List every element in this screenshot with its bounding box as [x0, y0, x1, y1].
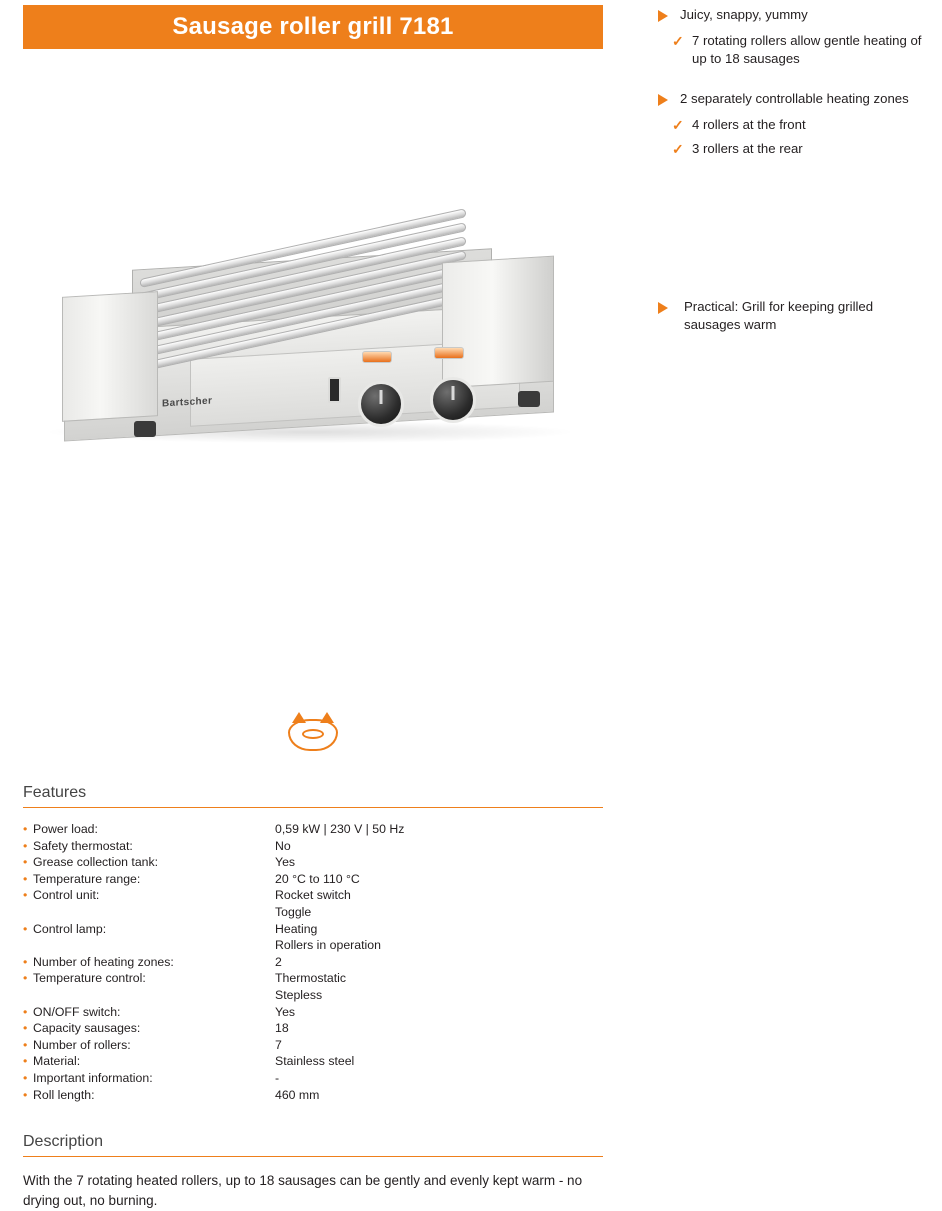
grill-foot	[518, 391, 540, 407]
feature-value-text: -	[275, 1070, 280, 1085]
feature-label	[23, 1037, 275, 1054]
feature-label	[23, 921, 275, 954]
feature-value	[275, 1020, 603, 1037]
highlight-text: 3 rollers at the rear	[692, 141, 803, 156]
feature-value-text: 7	[275, 1037, 282, 1052]
spacer	[650, 158, 930, 298]
feature-label	[23, 970, 275, 1003]
mouth-icon	[288, 719, 338, 751]
feature-label	[23, 1004, 275, 1021]
check-icon: ✓	[672, 141, 684, 157]
highlight-check-item	[650, 116, 930, 134]
feature-value	[275, 970, 603, 1003]
bullet-icon: •	[23, 838, 28, 853]
table-row	[23, 921, 603, 954]
highlight-text: 2 separately controllable heating zones	[680, 91, 909, 106]
table-row	[23, 1087, 603, 1104]
feature-label-text: Number of rollers:	[33, 1037, 131, 1052]
table-row	[23, 1037, 603, 1054]
feature-value	[275, 821, 603, 838]
table-row	[23, 954, 603, 971]
feature-label-text: Control lamp:	[33, 921, 107, 936]
temperature-knob-front	[358, 381, 404, 427]
feature-value-text: No	[275, 838, 291, 853]
grill-foot	[134, 421, 156, 437]
bullet-icon: •	[23, 1021, 28, 1036]
highlight-text: 4 rollers at the front	[692, 117, 806, 132]
feature-label-text: Control unit:	[33, 888, 100, 903]
bullet-icon: •	[23, 822, 28, 836]
feature-label-text: ON/OFF switch:	[33, 1004, 121, 1019]
feature-value-text: Yes	[275, 1004, 296, 1019]
highlight-check-item	[650, 32, 930, 68]
feature-value-text: 2	[275, 954, 282, 969]
bullet-icon: •	[23, 888, 28, 903]
triangle-bullet-icon	[658, 10, 668, 22]
grill-left-side-panel	[62, 291, 158, 422]
feature-value-text: Heating	[275, 921, 318, 936]
feature-label-text: Capacity sausages:	[33, 1021, 141, 1036]
table-row	[23, 1070, 603, 1087]
spacer	[650, 68, 930, 90]
feature-label-text: Power load:	[33, 822, 98, 836]
feature-label	[23, 838, 275, 855]
feature-value-text: Toggle	[275, 904, 312, 919]
description-section	[23, 1133, 603, 1211]
highlights-column	[650, 0, 930, 334]
feature-value	[275, 921, 603, 954]
highlight-arrow-item	[650, 90, 930, 110]
table-row	[23, 970, 603, 1003]
feature-value-text: Rocket switch	[275, 888, 351, 903]
feature-value-text: Rollers in operation	[275, 938, 381, 953]
feature-value-text: 0,59 kW | 230 V | 50 Hz	[275, 822, 405, 836]
control-lamp-icon	[434, 347, 464, 359]
highlight-text: Practical: Grill for keeping grilled sausages warm	[684, 299, 874, 332]
features-table-body	[23, 821, 603, 1103]
feature-label-text: Roll length:	[33, 1087, 95, 1102]
bullet-icon: •	[23, 1087, 28, 1102]
bullet-icon: •	[23, 921, 28, 936]
bullet-icon: •	[23, 954, 28, 969]
product-image	[23, 199, 603, 471]
mouth-icon-inner	[302, 729, 324, 739]
temperature-knob-rear	[430, 377, 476, 423]
table-row	[23, 1053, 603, 1070]
table-row	[23, 854, 603, 871]
feature-label	[23, 821, 275, 838]
feature-label	[23, 1020, 275, 1037]
bullet-icon: •	[23, 971, 28, 986]
check-icon: ✓	[672, 33, 684, 49]
check-icon: ✓	[672, 117, 684, 133]
bullet-icon: •	[23, 1054, 28, 1069]
bullet-icon: •	[23, 855, 28, 870]
feature-value-text: Yes	[275, 855, 296, 870]
feature-value-text: Stainless steel	[275, 1054, 355, 1069]
feature-label-text: Material:	[33, 1054, 81, 1069]
feature-value-text: 18	[275, 1021, 289, 1036]
highlight-arrow-item	[650, 6, 930, 26]
feature-label	[23, 887, 275, 920]
highlight-arrow-item	[650, 298, 930, 334]
description-heading: Description	[23, 1133, 603, 1157]
feature-label-text: Number of heating zones:	[33, 954, 174, 969]
feature-value-text: 20 °C to 110 °C	[275, 871, 360, 886]
description-text: With the 7 rotating heated rollers, up to 18 sausages can be gently and evenly kept warm - no drying out, no burning.	[23, 1173, 583, 1208]
feature-value	[275, 1004, 603, 1021]
feature-label	[23, 1070, 275, 1087]
highlight-text: 7 rotating rollers allow gentle heating of up to 18 sausages	[692, 33, 922, 66]
feature-value	[275, 1070, 603, 1087]
highlight-check-item	[650, 140, 930, 158]
grill-right-side-panel	[442, 256, 554, 389]
features-table	[23, 821, 603, 1103]
bullet-icon: •	[23, 1070, 28, 1085]
feature-value-text: Stepless	[275, 987, 323, 1002]
feature-label	[23, 854, 275, 871]
table-row	[23, 1020, 603, 1037]
brand-logo: Bartscher	[162, 395, 213, 410]
table-row	[23, 887, 603, 920]
bullet-icon: •	[23, 1004, 28, 1019]
feature-icon-row	[23, 719, 603, 756]
table-row	[23, 821, 603, 838]
features-section	[23, 784, 603, 1103]
triangle-bullet-icon	[658, 94, 668, 106]
feature-label-text: Temperature range:	[33, 871, 141, 886]
feature-label	[23, 871, 275, 888]
control-lamp-icon	[362, 351, 392, 363]
feature-label-text: Temperature control:	[33, 971, 146, 986]
bullet-icon: •	[23, 871, 28, 886]
highlight-text: Juicy, snappy, yummy	[680, 7, 808, 22]
feature-value	[275, 871, 603, 888]
feature-value	[275, 1053, 603, 1070]
feature-value	[275, 854, 603, 871]
feature-value	[275, 1037, 603, 1054]
features-heading: Features	[23, 784, 603, 808]
page-title: Sausage roller grill 7181	[23, 5, 603, 49]
feature-label	[23, 954, 275, 971]
feature-label-text: Safety thermostat:	[33, 838, 133, 853]
sausage-roller-grill-illustration	[40, 199, 587, 471]
table-row	[23, 838, 603, 855]
feature-label-text: Grease collection tank:	[33, 855, 159, 870]
feature-value	[275, 954, 603, 971]
bullet-icon: •	[23, 1037, 28, 1052]
triangle-bullet-icon	[658, 302, 668, 314]
table-row	[23, 1004, 603, 1021]
feature-value-text: 460 mm	[275, 1087, 320, 1102]
feature-label	[23, 1087, 275, 1104]
feature-value	[275, 887, 603, 920]
feature-value-text: Thermostatic	[275, 971, 347, 986]
feature-value	[275, 1087, 603, 1104]
table-row	[23, 871, 603, 888]
feature-label-text: Important information:	[33, 1070, 153, 1085]
feature-value	[275, 838, 603, 855]
feature-label	[23, 1053, 275, 1070]
power-rocker-switch-icon	[328, 377, 341, 403]
